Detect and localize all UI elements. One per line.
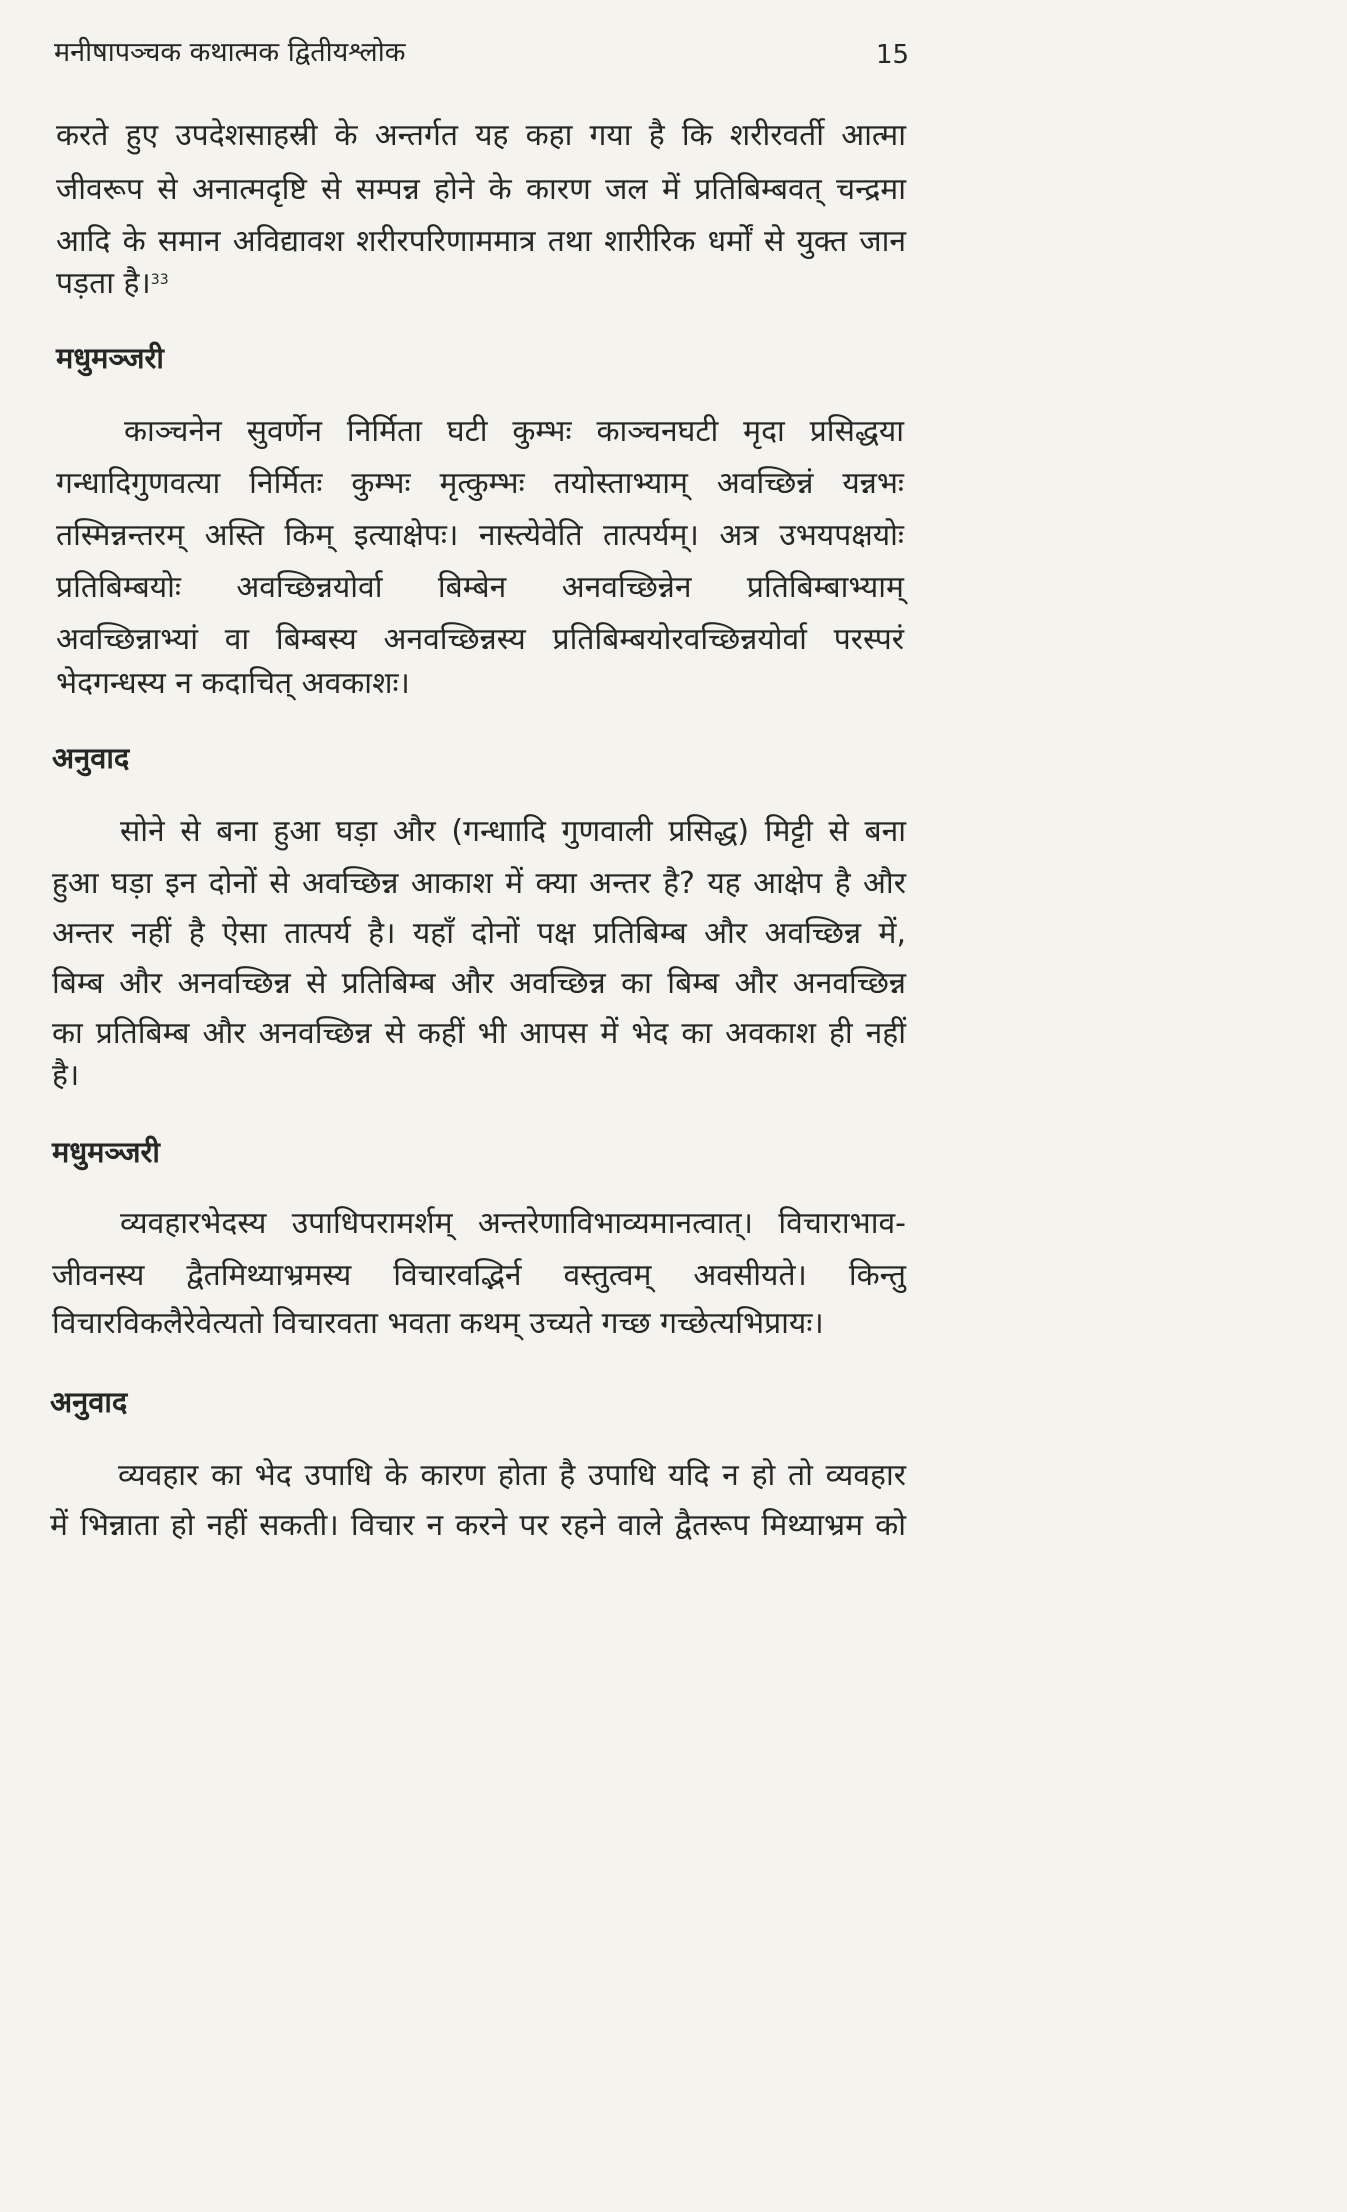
section-heading-anuvad-2: अनुवाद	[50, 1385, 128, 1419]
section1-line-1: काञ्चनेन सुवर्णेन निर्मिता घटी कुम्भः काञ्चनघटी मृदा प्रसिद्धया	[124, 414, 904, 449]
section2-line-1: सोने से बना हुआ घड़ा और (गन्धाादि गुणवाली प्रसिद्ध) मिट्टी से बना	[120, 814, 906, 849]
intro-line-4	[56, 264, 169, 304]
section2-line-3: अन्तर नहीं है ऐसा तात्पर्य है। यहाँ दोनों पक्ष प्रतिबिम्ब और अवच्छिन्न में,	[52, 916, 906, 951]
intro-line-3: आदि के समान अविद्यावश शरीरपरिणाममात्र तथा शारीरिक धर्मों से युक्त जान	[56, 224, 906, 259]
section1-line-4: प्रतिबिम्बयोः अवच्छिन्नयोर्वा बिम्बेन अनवच्छिन्नेन प्रतिबिम्बाभ्याम्	[56, 570, 904, 605]
section2-line-5: का प्रतिबिम्ब और अनवच्छिन्न से कहीं भी आपस में भेद का अवकाश ही नहीं	[52, 1016, 906, 1051]
section1-line-6: भेदगन्धस्य न कदाचित् अवकाशः।	[56, 666, 410, 701]
intro-last-line: पड़ता है।	[56, 266, 151, 301]
section-heading-madhumanjari-1: मधुमञ्जरी	[56, 341, 164, 375]
section3-line-2: जीवनस्य द्वैतमिथ्याभ्रमस्य विचारवद्भिर्न वस्तुत्वम् अवसीयते। किन्तु	[52, 1258, 906, 1293]
section3-line-3: विचारविकलैरेवेत्यतो विचारवता भवता कथम् उच्यते गच्छ गच्छेत्यभिप्रायः।	[52, 1306, 824, 1341]
footnote-marker: 33	[150, 272, 169, 288]
page-number: 15	[876, 40, 910, 70]
section3-line-1: व्यवहारभेदस्य उपाधिपरामर्शम् अन्तरेणाविभाव्यमानत्वात्। विचाराभाव-	[120, 1206, 906, 1241]
section4-line-1: व्यवहार का भेद उपाधि के कारण होता है उपाधि यदि न हो तो व्यवहार	[118, 1458, 906, 1493]
section1-line-3: तस्मिन्नन्तरम् अस्ति किम् इत्याक्षेपः। नास्त्येवेति तात्पर्यम्। अत्र उभयपक्षयोः	[56, 518, 904, 553]
section2-line-4: बिम्ब और अनवच्छिन्न से प्रतिबिम्ब और अवच्छिन्न का बिम्ब और अनवच्छिन्न	[52, 966, 906, 1001]
section1-line-5: अवच्छिन्नाभ्यां वा बिम्बस्य अनवच्छिन्नस्य प्रतिबिम्बयोरवच्छिन्नयोर्वा परस्परं	[56, 622, 904, 657]
section2-line-6: है।	[52, 1058, 80, 1093]
section2-line-2: हुआ घड़ा इन दोनों से अवच्छिन्न आकाश में क्या अन्तर है? यह आक्षेप है और	[52, 866, 906, 901]
intro-line-2: जीवरूप से अनात्मदृष्टि से सम्पन्न होने के कारण जल में प्रतिबिम्बवत् चन्द्रमा	[56, 172, 906, 207]
intro-line-1: करते हुए उपदेशसाहस्री के अन्तर्गत यह कहा गया है कि शरीरवर्ती आत्मा	[56, 118, 906, 153]
running-header-title: मनीषापञ्चक कथात्मक द्वितीयश्लोक	[54, 37, 406, 68]
section-heading-anuvad-1: अनुवाद	[52, 741, 130, 775]
section1-line-2: गन्धादिगुणवत्या निर्मितः कुम्भः मृत्कुम्भः तयोस्ताभ्याम् अवच्छिन्नं यन्नभः	[56, 466, 904, 501]
section-heading-madhumanjari-2: मधुमञ्जरी	[52, 1135, 160, 1169]
section4-line-2: में भिन्नाता हो नहीं सकती। विचार न करने पर रहने वाले द्वैतरूप मिथ्याभ्रम को	[50, 1508, 906, 1543]
